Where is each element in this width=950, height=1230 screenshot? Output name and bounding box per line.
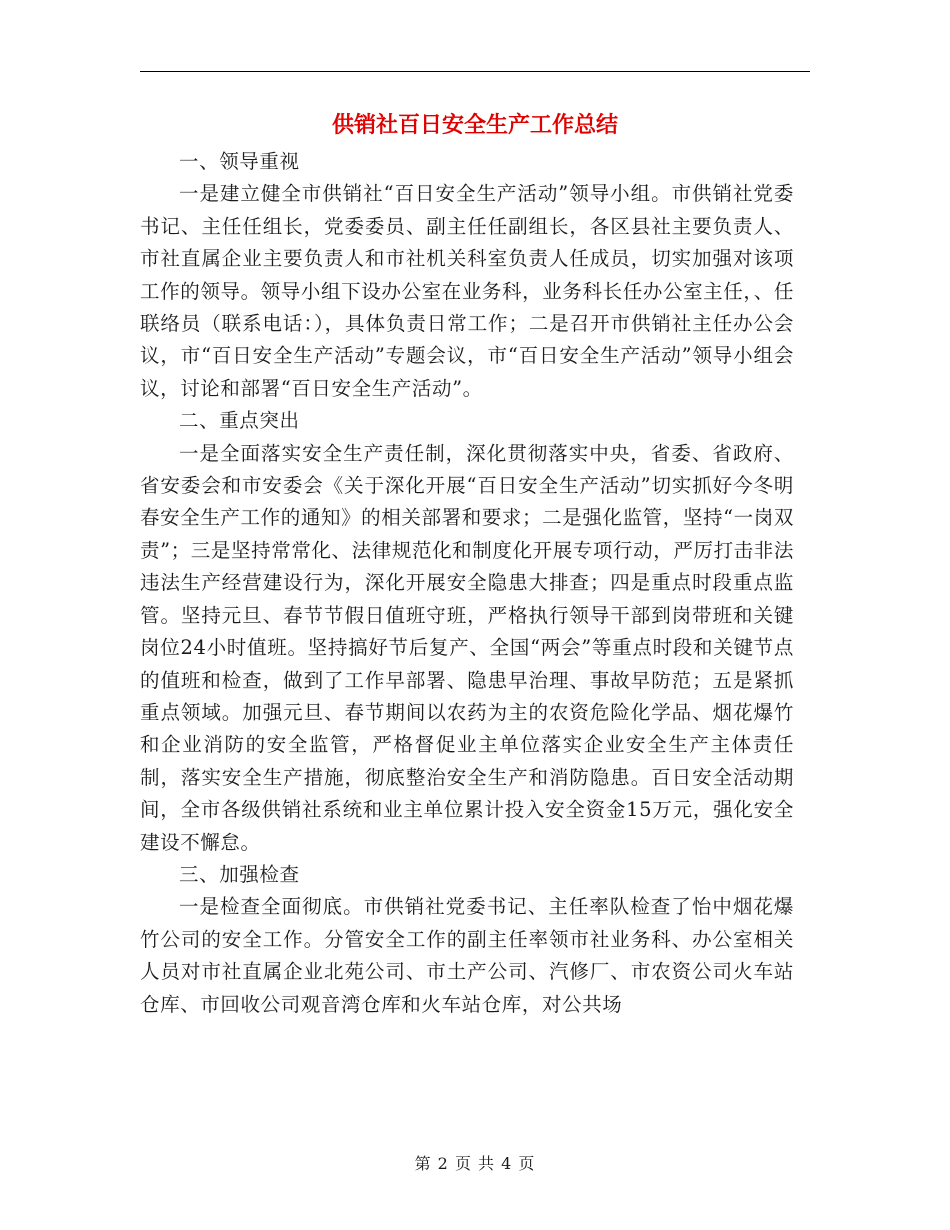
document-title: 供销社百日安全生产工作总结 [331, 113, 618, 138]
paragraph-2: 一是全面落实安全生产责任制，深化贯彻落实中央，省委、省政府、省安委会和市安委会《关于深化开展“百日安全生产活动”切实抓好今冬明春安全生产工作的通知》的相关部署和要求；二是强化监管，坚持“一岗双责”；三是坚持常常化、法律规范化和制度化开展专项行动，严厉打击非法违法生产经营建设行为，深化开展安全隐患大排查；四是重点时段重点监管。坚持元旦、春节节假日值班守班，严格执行领导干部到岗带班和关键岗位24小时值班。坚持搞好节后复产、全国“两会”等重点时段和关键节点的值班和检查，做到了工作早部署、隐患早治理、事故早防范；五是紧抓重点领域。加强元旦、春节期间以农药为主的农资危险化学品、烟花爆竹和企业消防的安全监管，严格督促业主单位落实企业安全生产主体责任制，落实安全生产措施，彻底整治安全生产和消防隐患。百日安全活动期间，全市各级供销社系统和业主单位累计投入安全资金15万元，强化安全建设不懈怠。 [140, 441, 794, 854]
header-rule [140, 71, 810, 72]
page-number: 第 2 页 共 4 页 [414, 1154, 536, 1173]
section-heading-2: 二、重点突出 [179, 409, 300, 433]
paragraph-3: 一是检查全面彻底。市供销社党委书记、主任率队检查了怡中烟花爆竹公司的安全工作。分管安全工作的副主任率领市社业务科、办公室相关人员对市社直属企业北苑公司、市土产公司、汽修厂、市农资公司火车站仓库、市回收公司观音湾仓库和火车站仓库，对公共场 [140, 895, 794, 1016]
document-body [140, 146, 794, 1021]
paragraph-1: 一是建立健全市供销社“百日安全生产活动”领导小组。市供销社党委书记、主任任组长，党委委员、副主任任副组长，各区县社主要负责人、市社直属企业主要负责人和市社机关科室负责人任成员，切实加强对该项工作的领导。领导小组下设办公室在业务科，业务科长任办公室主任，、任联络员（联系电话：），具体负责日常工作；二是召开市供销社主任办公会议，市“百日安全生产活动”专题会议，市“百日安全生产活动”领导小组会议，讨论和部署“百日安全生产活动”。 [140, 182, 794, 400]
section-heading-3: 三、加强检查 [179, 862, 300, 886]
section-heading-1: 一、领导重视 [179, 150, 300, 173]
